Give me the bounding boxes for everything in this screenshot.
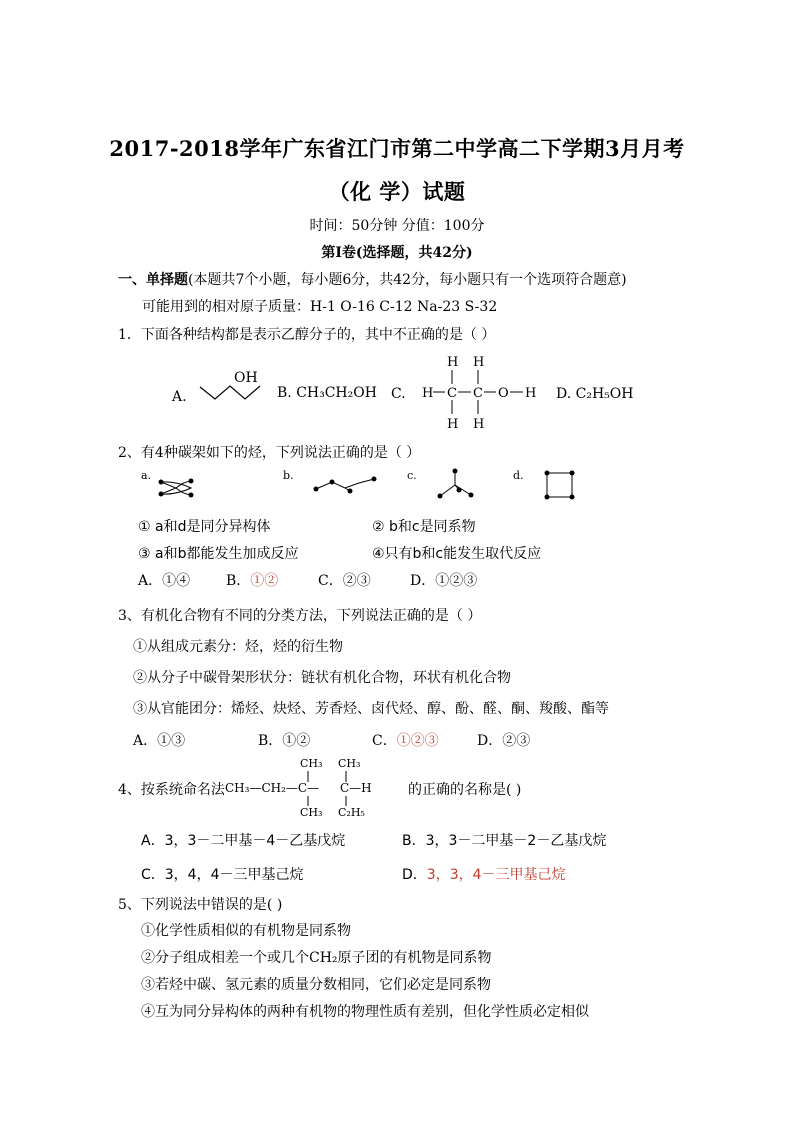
q4-ch3-bottom: CH₃ xyxy=(300,806,323,819)
q5-item-2: ②分子组成相差一个或几个CH₂原子团的有机物是同系物 xyxy=(141,950,492,966)
q2-label-d: d. xyxy=(513,469,524,482)
q4-ch3-top-2: CH₃ xyxy=(338,757,361,770)
q4-stem-prefix: 4、按系统命名法 xyxy=(118,782,225,798)
q1-oh-label: OH xyxy=(234,370,258,386)
q4-c2-h: C—H xyxy=(340,781,372,795)
q3-item-2: ②从分子中碳骨架形状分：链状有机化合物，环状有机化合物 xyxy=(133,670,511,686)
q1-c-h-bottom-2: H xyxy=(473,417,485,432)
q4-structural-formula xyxy=(222,752,392,822)
atomic-masses: 可能用到的相对原子质量：H-1 O-16 C-12 Na-23 S-32 xyxy=(142,299,498,315)
q2-carbon-dot xyxy=(159,492,164,497)
q1-stem: 1．下面各种结构都是表示乙醇分子的，其中不正确的是（ ） xyxy=(118,327,496,343)
exam-title: 2017-2018学年广东省江门市第二中学高二下学期3月月考 xyxy=(109,136,685,161)
section-heading-bold: 一、单择题 xyxy=(118,272,188,288)
q2-statement-3: ③ a和b都能发生加成反应 xyxy=(138,546,299,562)
section-heading xyxy=(118,269,627,289)
q2-carbon-dot xyxy=(314,487,319,492)
volume-heading: 第Ⅰ卷(选择题，共42分) xyxy=(321,245,473,261)
q5-item-4: ④互为同分异构体的两种有机物的物理性质有差别，但化学性质必定相似 xyxy=(141,1004,589,1020)
q4-c2h5: C₂H₅ xyxy=(338,806,365,819)
q1-c-h-left: H xyxy=(422,386,434,401)
q1-c-h-bottom-1: H xyxy=(447,417,459,432)
q2-carbon-skeletons xyxy=(135,465,595,505)
q4-option-b: B．3，3－二甲基－2－乙基戊烷 xyxy=(402,833,607,849)
q2-carbon-dot xyxy=(330,480,335,485)
q1-skeletal-bond xyxy=(200,386,260,399)
q4-option-d-label: D． xyxy=(402,867,427,883)
q2-option-d: D．①②③ xyxy=(410,573,478,589)
q4-option-a: A．3，3－二甲基－4－乙基戊烷 xyxy=(141,833,346,849)
q2-statement-1: ① a和d是同分异构体 xyxy=(138,519,271,535)
q2-skeleton-c xyxy=(440,485,455,496)
q2-label-b: b. xyxy=(283,469,294,482)
q4-main-chain: CH₃—CH₂—C— xyxy=(225,781,320,795)
q2-carbon-dot xyxy=(189,493,194,498)
q1-c-carbon-2: C xyxy=(473,386,483,401)
q3-option-c-label: C． xyxy=(372,733,397,749)
q3-option-d: D．②③ xyxy=(477,733,531,749)
q2-label-a: a. xyxy=(141,469,152,482)
q2-option-b xyxy=(226,570,278,590)
time-score-line: 时间：50分钟 分值：100分 xyxy=(309,218,485,234)
q2-carbon-dot xyxy=(545,495,550,500)
q1-c-oxygen: O xyxy=(498,386,509,401)
q1-c-carbon-1: C xyxy=(447,386,457,401)
q1-label-c: C. xyxy=(391,386,406,402)
q3-option-a: A．①③ xyxy=(133,733,186,749)
q4-option-d xyxy=(402,864,566,884)
q4-option-c: C．3，4，4－三甲基己烷 xyxy=(141,867,304,883)
q2-carbon-dot xyxy=(372,477,377,482)
q2-skeleton-a xyxy=(161,482,176,494)
q2-skeleton-d xyxy=(547,473,572,497)
q2-carbon-dot xyxy=(570,495,575,500)
q2-carbon-dot xyxy=(348,489,353,494)
q1-structures xyxy=(160,350,650,435)
section-heading-note: (本题共7个小题，每小题6分，共42分，每小题只有一个选项符合题意) xyxy=(188,272,627,288)
q5-stem: 5、下列说法中错误的是( ) xyxy=(118,897,283,913)
q3-option-c-value: ①②③ xyxy=(396,733,439,749)
q2-carbon-dot xyxy=(159,480,164,485)
q1-c-h-right: H xyxy=(525,386,537,401)
q2-option-b-label: B． xyxy=(226,573,251,589)
q2-statement-2: ② b和c是同系物 xyxy=(372,519,476,535)
q3-option-b: B．①② xyxy=(258,733,311,749)
q2-stem: 2、有4种碳架如下的烃，下列说法正确的是（ ） xyxy=(118,445,421,461)
q1-option-b: B. CH₃CH₂OH xyxy=(277,385,377,401)
q3-stem: 3、有机化合物有不同的分类方法，下列说法正确的是（ ） xyxy=(118,608,482,624)
q2-carbon-dot xyxy=(457,488,462,493)
q1-c-h-top-2: H xyxy=(473,355,485,370)
q2-carbon-dot xyxy=(545,471,550,476)
q2-carbon-dot xyxy=(570,471,575,476)
q1-label-a: A. xyxy=(172,389,187,405)
q2-option-c: C．②③ xyxy=(318,573,371,589)
q4-ch3-top: CH₃ xyxy=(300,757,323,770)
q2-carbon-dot xyxy=(469,493,474,498)
q2-carbon-dot xyxy=(189,479,194,484)
q5-item-1: ①化学性质相似的有机物是同系物 xyxy=(141,923,351,939)
exam-subtitle: （化 学）试题 xyxy=(328,179,466,204)
q3-option-c xyxy=(372,730,439,750)
q1-c-h-top-1: H xyxy=(447,355,459,370)
q5-item-3: ③若烃中碳、氢元素的质量分数相同，它们必定是同系物 xyxy=(141,977,491,993)
q3-item-3: ③从官能团分：烯烃、炔烃、芳香烃、卤代烃、醇、酚、醛、酮、羧酸、酯等 xyxy=(133,701,609,717)
q2-skeleton-b xyxy=(316,479,374,489)
q2-label-c: c. xyxy=(407,469,417,482)
q2-carbon-dot xyxy=(438,494,443,499)
q2-option-a: A．①④ xyxy=(138,573,191,589)
q3-item-1: ①从组成元素分：烃，烃的衍生物 xyxy=(133,639,343,655)
q2-carbon-dot xyxy=(453,469,458,474)
q1-option-d: D. C₂H₅OH xyxy=(556,386,634,402)
q4-stem-suffix: 的正确的名称是( ) xyxy=(408,782,522,798)
q2-option-b-value: ①② xyxy=(250,573,279,589)
q4-option-d-value: 3，3，4－三甲基己烷 xyxy=(426,867,566,883)
q2-statement-4: ④只有b和c能发生取代反应 xyxy=(372,546,542,562)
